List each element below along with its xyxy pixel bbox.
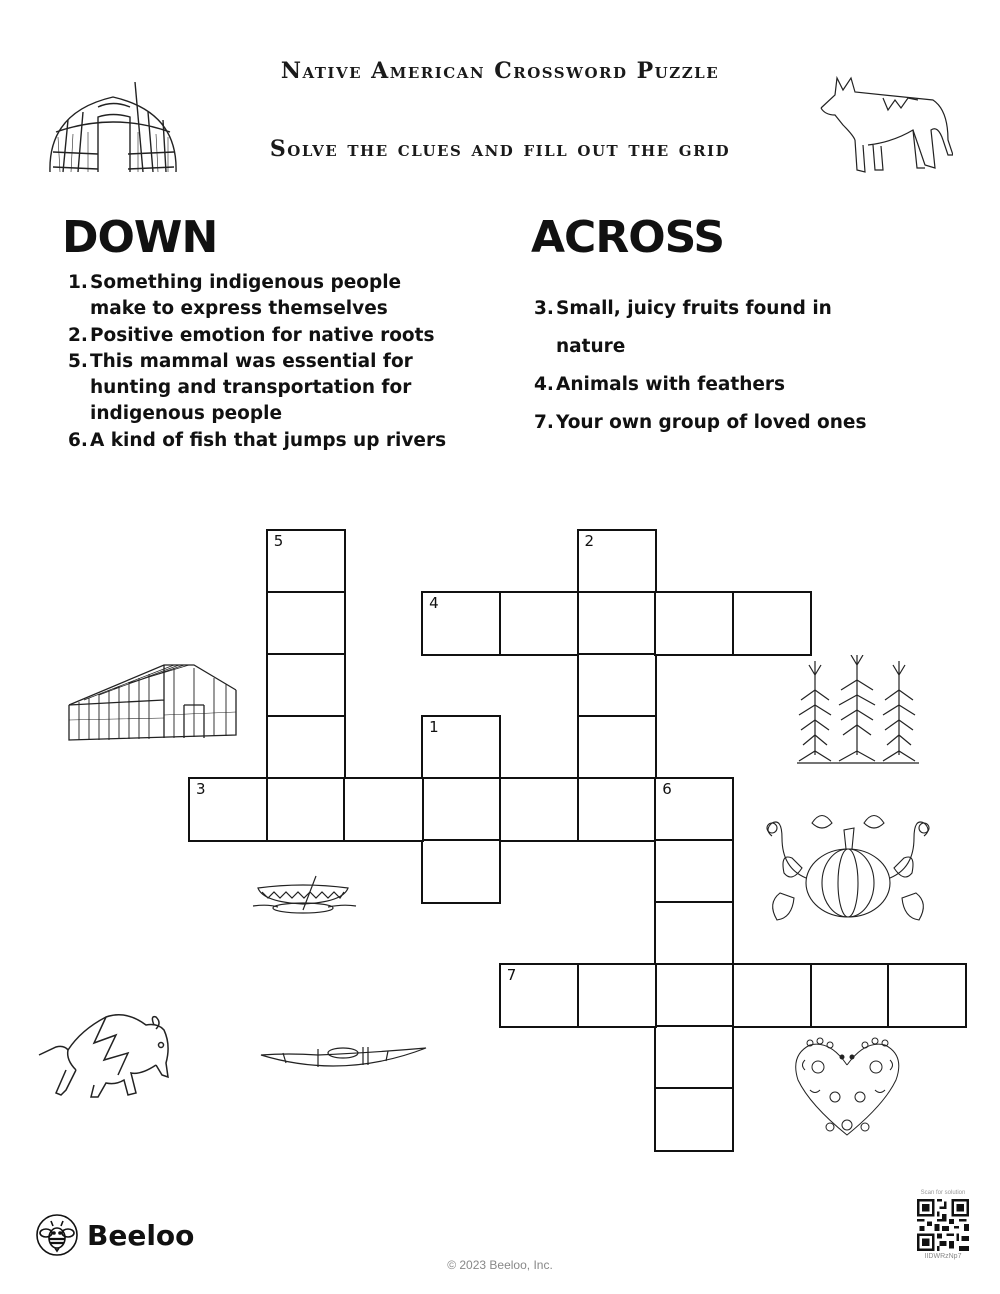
wigwam-illustration	[38, 72, 188, 187]
clue-text: Something indigenous people make to express themselves	[90, 272, 402, 320]
grid-cell[interactable]	[732, 591, 812, 656]
grid-cell[interactable]	[577, 653, 657, 718]
canoe-illustration	[248, 874, 358, 916]
grid-cell[interactable]	[577, 715, 657, 780]
corn-stalks-illustration	[793, 655, 923, 767]
clue-text: Animals with feathers	[556, 374, 786, 395]
grid-cell[interactable]	[266, 777, 346, 842]
clue-number: 7.	[534, 412, 554, 433]
grid-cell[interactable]	[266, 591, 346, 656]
bee-icon	[35, 1213, 79, 1257]
clue-number: 1.	[68, 272, 88, 293]
beeloo-logo[interactable]	[35, 1213, 194, 1257]
clue-text: Your own group of loved ones	[556, 412, 867, 433]
clue-text: Positive emotion for native roots	[90, 324, 435, 346]
cell-number: 5	[273, 532, 284, 550]
grid-cell[interactable]	[654, 901, 734, 966]
across-clue-list	[534, 290, 874, 442]
across-clue-7	[534, 404, 874, 442]
grid-cell[interactable]	[577, 591, 657, 656]
across-clue-4	[534, 366, 874, 404]
grid-cell[interactable]	[188, 777, 268, 842]
clue-text: A kind of fish that jumps up rivers	[90, 429, 447, 451]
page-title: Native American Crossword Puzzle	[280, 58, 720, 84]
clue-number: 6.	[68, 429, 88, 451]
grid-cell[interactable]	[810, 963, 890, 1028]
grid-cell[interactable]	[499, 591, 579, 656]
grid-cell[interactable]	[654, 1025, 734, 1090]
down-clue-2	[68, 323, 448, 349]
page-subtitle: Solve the clues and fill out the grid	[269, 136, 731, 162]
cell-number: 3	[196, 780, 206, 798]
pumpkin-illustration	[762, 798, 934, 926]
clue-text: Small, juicy fruits found in nature	[556, 298, 832, 357]
floral-heart-illustration	[790, 1035, 905, 1140]
grid-cell[interactable]	[499, 963, 579, 1028]
down-clue-1	[68, 270, 448, 323]
grid-cell[interactable]	[421, 839, 501, 904]
across-clue-3	[534, 290, 874, 366]
grid-cell[interactable]	[266, 715, 346, 780]
brand-name: Beeloo	[87, 1218, 195, 1252]
grid-cell[interactable]	[654, 839, 734, 904]
grid-cell[interactable]	[654, 1087, 734, 1152]
qr-code-icon[interactable]	[917, 1199, 969, 1251]
down-clue-5	[68, 349, 448, 428]
clue-number: 2.	[68, 324, 88, 346]
bison-illustration	[36, 1005, 176, 1100]
grid-cell[interactable]	[577, 777, 657, 842]
qr-label: Scan for solution	[920, 1190, 966, 1196]
grid-cell[interactable]	[266, 529, 346, 594]
clue-number: 5.	[68, 350, 88, 372]
clue-text: This mammal was essential for hunting and transportation for indigenous people	[90, 350, 413, 425]
clue-number: 4.	[534, 374, 554, 395]
grid-cell[interactable]	[421, 777, 501, 842]
clue-number: 3.	[534, 298, 554, 319]
solution-qr-block[interactable]	[910, 1190, 976, 1260]
cell-number: 4	[429, 594, 439, 612]
grid-cell[interactable]	[421, 715, 501, 780]
across-heading: ACROSS	[531, 212, 725, 263]
qr-code-id: IIDWRzNp7	[924, 1253, 962, 1260]
down-clue-list	[68, 270, 448, 454]
grid-cell[interactable]	[577, 529, 657, 594]
cell-number: 7	[506, 966, 517, 984]
copyright-text: © 2023 Beeloo, Inc.	[447, 1258, 553, 1272]
down-clue-6	[68, 428, 448, 454]
grid-cell[interactable]	[654, 591, 734, 656]
grid-cell[interactable]	[654, 963, 734, 1028]
grid-cell[interactable]	[654, 777, 734, 842]
grid-cell[interactable]	[266, 653, 346, 718]
cell-number: 6	[662, 780, 672, 798]
kayak-illustration	[258, 1045, 428, 1078]
cell-number: 1	[429, 718, 439, 736]
grid-cell[interactable]	[499, 777, 579, 842]
wolf-illustration	[813, 70, 953, 185]
down-heading: DOWN	[62, 212, 218, 263]
cell-number: 2	[584, 532, 595, 550]
grid-cell[interactable]	[577, 963, 657, 1028]
grid-cell[interactable]	[421, 591, 501, 656]
grid-cell[interactable]	[343, 777, 423, 842]
grid-cell[interactable]	[732, 963, 812, 1028]
longhouse-illustration	[64, 660, 239, 745]
grid-cell[interactable]	[887, 963, 967, 1028]
